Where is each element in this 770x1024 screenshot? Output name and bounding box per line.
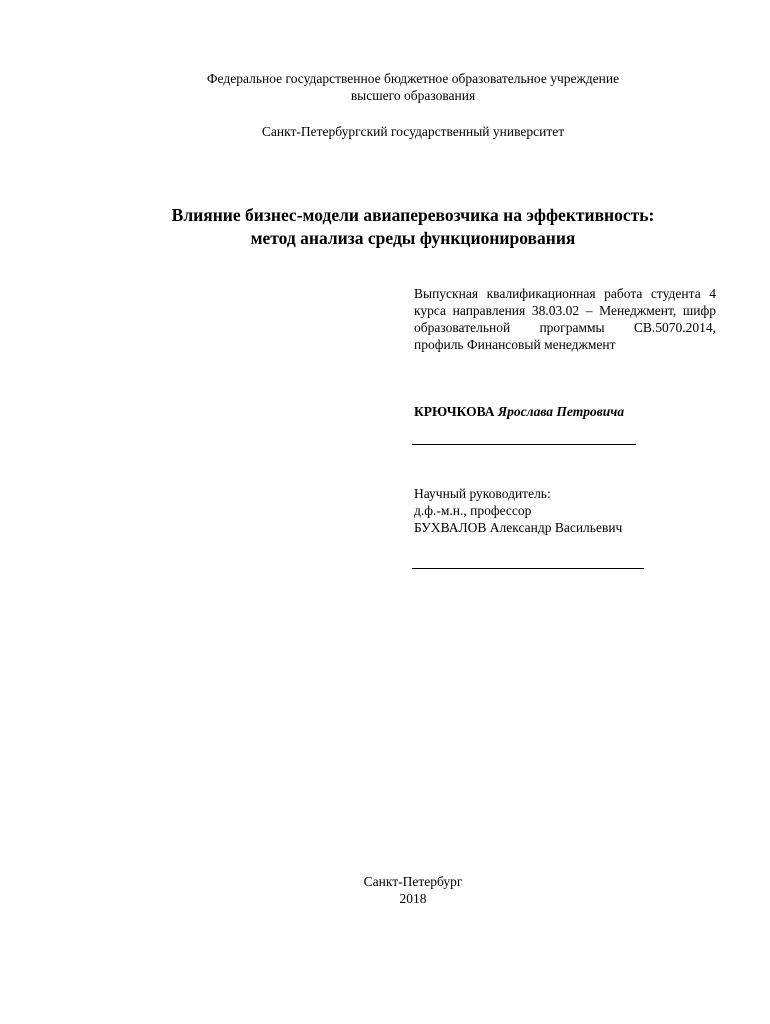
student-name: [414, 403, 716, 420]
thesis-description: Выпускная квалификационная работа студента 4 курса направления 38.03.02 – Менеджмент, шифр образовательной программы СВ.5070.2014, профиль Финансовый менеджмент: [414, 286, 716, 352]
student-given-names: Ярослава Петровича: [497, 404, 625, 419]
advisor-name: БУХВАЛОВ Александр Васильевич: [414, 520, 623, 535]
thesis-title-line-1: Влияние бизнес-модели авиаперевозчика на эффективность:: [171, 205, 655, 225]
advisor-degree: д.ф.-м.н., профессор: [414, 503, 532, 518]
advisor-signature-line: [412, 568, 644, 569]
institution-line-2: высшего образования: [350, 88, 476, 103]
advisor-role: Научный руководитель:: [414, 486, 551, 501]
footer-city: Санкт-Петербург: [363, 874, 463, 889]
thesis-title: [0, 204, 770, 250]
institution-line-1: Федеральное государственное бюджетное образовательное учреждение: [206, 71, 620, 86]
thesis-title-line-2: метод анализа среды функционирования: [250, 228, 576, 248]
footer-year: 2018: [399, 891, 427, 906]
institution-name: [0, 70, 770, 104]
university-name: Санкт-Петербургский государственный университет: [261, 124, 565, 139]
student-surname: КРЮЧКОВА: [414, 404, 495, 419]
student-signature-line: [412, 444, 636, 445]
advisor-block: [414, 485, 716, 536]
